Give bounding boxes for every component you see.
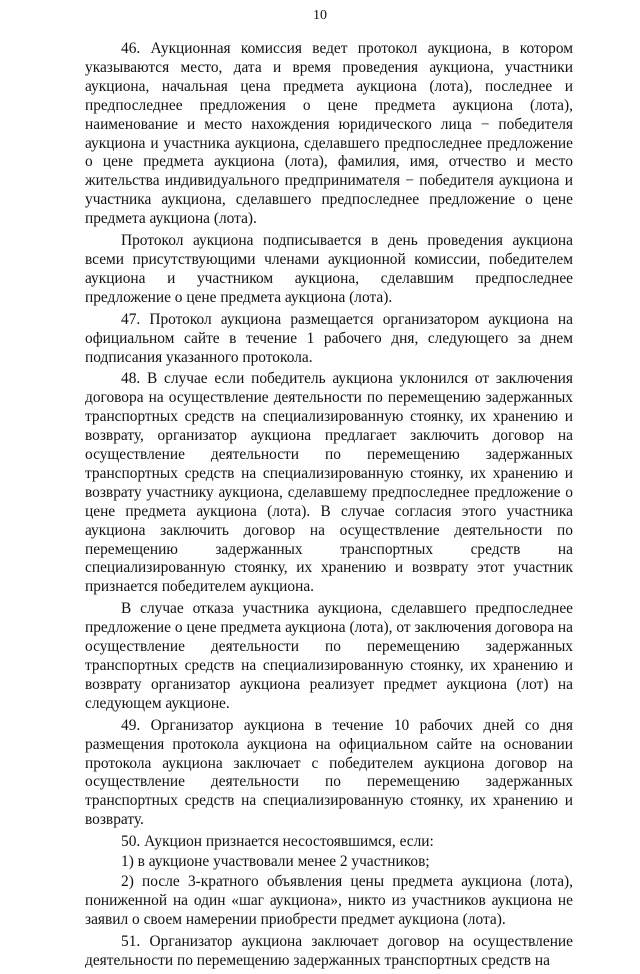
paragraph-protocol-signing: Протокол аукциона подписывается в день проведения аукциона всеми присутствующими членами аукционной комиссии, победителем аукциона и участником аукциона, сделавшим предпоследнее предложение о цене предмета аукциона (лота). (85, 232, 573, 306)
paragraph-refusal: В случае отказа участника аукциона, сделавшего предпоследнее предложение о цене предмета аукциона (лота), от заключения договора на осуществление деятельности по перемещению задержанных транспортных средств на специализированную стоянку, их хранению и возврату организатор аукциона реализует предмет аукциона (лот) на следующем аукционе. (85, 600, 573, 712)
paragraph-49: 49. Организатор аукциона в течение 10 рабочих дней со дня размещения протокола аукциона на официальном сайте на основании протокола аукциона заключает с победителем аукциона договор на осуществление деятельности по перемещению задержанных транспортных средств на специализированную стоянку, их хранению и возврату. (85, 716, 573, 829)
paragraph-50-item-1: 1) в аукционе участвовали менее 2 участников; (121, 853, 430, 871)
paragraph-51: 51. Организатор аукциона заключает договор на осуществление деятельности по перемещению задержанных транспортных средств на (85, 932, 573, 969)
paragraph-46: 46. Аукционная комиссия ведет протокол аукциона, в котором указываются место, дата и время проведения аукциона, участники аукциона, начальная цена предмета аукциона (лота), последнее и предпоследнее предложения о цене предмета аукциона (лота), наименование и место нахождения юридического лица − победителя аукциона и участника аукциона, сделавшего предпоследнее предложение о цене предмета аукциона (лота), фамилия, имя, отчество и место жительства индивидуального предпринимателя − победителя аукциона и участника аукциона, сделавшего предпоследнее предложение о цене предмета аукциона (лота). (85, 40, 573, 228)
paragraph-48: 48. В случае если победитель аукциона уклонился от заключения договора на осуществление деятельности по перемещению задержанных транспортных средств на специализированную стоянку, их хранению и возврату, организатор аукциона предлагает заключить договор на осуществление деятельности по перемещению задержанных транспортных средств на специализированную стоянку, их хранению и возврату участнику аукциона, сделавшему предпоследнее предложение о цене предмета аукциона (лота). В случае согласия этого участника аукциона заключить договор на осуществление деятельности по перемещению задержанных транспортных средств на специализированную стоянку, их хранению и возврату этот участник признается победителем аукциона. (85, 370, 573, 596)
paragraph-47: 47. Протокол аукциона размещается организатором аукциона на официальном сайте в течение 1 рабочего дня, следующего за днем подписания указанного протокола. (85, 310, 573, 366)
page-number: 10 (313, 8, 327, 23)
document-body (85, 40, 573, 974)
paragraph-50: 50. Аукцион признается несостоявшимся, если: (121, 833, 434, 851)
paragraph-50-item-2: 2) после 3-кратного объявления цены предмета аукциона (лота), пониженной на один «шаг аукциона», никто из участников аукциона не заявил о своем намерении приобрести предмет аукциона (лота). (85, 872, 573, 928)
